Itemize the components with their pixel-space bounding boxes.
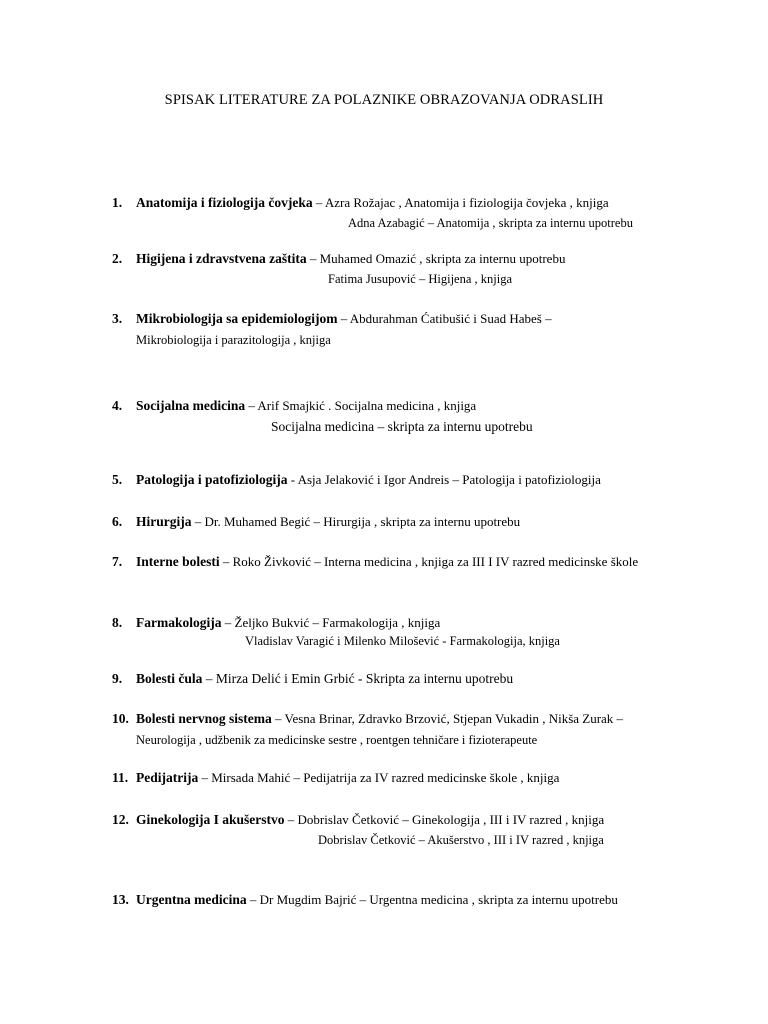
item-number: 5. xyxy=(112,472,123,487)
item-continuation: Socijalna medicina – skripta za internu upotrebu xyxy=(271,419,533,434)
item-number: 11. xyxy=(112,770,129,785)
item-text: - Asja Jelaković i Igor Andreis – Patologija i patofiziologija xyxy=(287,472,601,487)
item-number: 13. xyxy=(112,892,129,907)
item-text: – Arif Smajkić . Socijalna medicina , knjiga xyxy=(245,398,477,413)
item-continuation: Dobrislav Četković – Akušerstvo , III i IV razred , knjiga xyxy=(318,833,604,847)
item-text: – Abdurahman Ćatibušić i Suad Habeš – xyxy=(337,311,552,326)
item-text: – Vesna Brinar, Zdravko Brzović, Stjepan Vukadin , Nikša Zurak – xyxy=(271,711,624,726)
item-number: 12. xyxy=(112,812,129,827)
item-subject: Pedijatrija xyxy=(136,770,199,785)
item-number: 4. xyxy=(112,398,123,413)
item-subject: Bolesti nervnog sistema xyxy=(136,711,272,726)
item-number: 8. xyxy=(112,615,123,630)
item-number: 1. xyxy=(112,195,123,210)
item-subject: Ginekologija I akušerstvo xyxy=(136,812,285,827)
item-subject: Higijena i zdravstvena zaštita xyxy=(136,251,307,266)
item-subject: Hirurgija xyxy=(136,514,192,529)
item-subject: Anatomija i fiziologija čovjeka xyxy=(136,195,313,210)
item-subject: Urgentna medicina xyxy=(136,892,247,907)
item-text: – Azra Rožajac , Anatomija i fiziologija čovjeka , knjiga xyxy=(312,195,609,210)
item-subject: Patologija i patofiziologija xyxy=(136,472,288,487)
item-text: – Dr Mugdim Bajrić – Urgentna medicina , skripta za internu upotrebu xyxy=(246,892,618,907)
page-title: SPISAK LITERATURE ZA POLAZNIKE OBRAZOVANJA ODRASLIH xyxy=(164,92,604,108)
item-continuation: Neurologija , udžbenik za medicinske sestre , roentgen tehničare i fizioterapeute xyxy=(136,733,538,747)
item-text: – Dobrislav Četković – Ginekologija , III i IV razred , knjiga xyxy=(284,812,605,827)
item-continuation: Adna Azabagić – Anatomija , skripta za internu upotrebu xyxy=(348,216,633,230)
item-subject: Bolesti čula xyxy=(136,671,203,686)
item-number: 2. xyxy=(112,251,123,266)
item-text: – Roko Živković – Interna medicina , knjiga za III I IV razred medicinske škole xyxy=(219,554,639,569)
item-subject: Interne bolesti xyxy=(136,554,220,569)
item-number: 9. xyxy=(112,671,123,686)
item-number: 3. xyxy=(112,311,123,326)
item-subject: Socijalna medicina xyxy=(136,398,246,413)
item-text: – Muhamed Omazić , skripta za internu upotrebu xyxy=(306,251,566,266)
item-subject: Mikrobiologija sa epidemiologijom xyxy=(136,311,338,326)
item-number: 6. xyxy=(112,514,123,529)
item-number: 10. xyxy=(112,711,129,726)
item-continuation: Mikrobiologija i parazitologija , knjiga xyxy=(136,333,331,347)
item-continuation: Fatima Jusupović – Higijena , knjiga xyxy=(328,272,513,286)
item-text: – Mirza Delić i Emin Grbić - Skripta za internu upotrebu xyxy=(202,671,514,686)
item-continuation: Vladislav Varagić i Milenko Milošević - Farmakologija, knjiga xyxy=(245,634,560,648)
item-number: 7. xyxy=(112,554,123,569)
item-text: – Dr. Muhamed Begić – Hirurgija , skripta za internu upotrebu xyxy=(191,514,521,529)
item-text: – Mirsada Mahić – Pedijatrija za IV razred medicinske škole , knjiga xyxy=(198,770,560,785)
item-text: – Željko Bukvić – Farmakologija , knjiga xyxy=(221,615,441,630)
item-subject: Farmakologija xyxy=(136,615,222,630)
